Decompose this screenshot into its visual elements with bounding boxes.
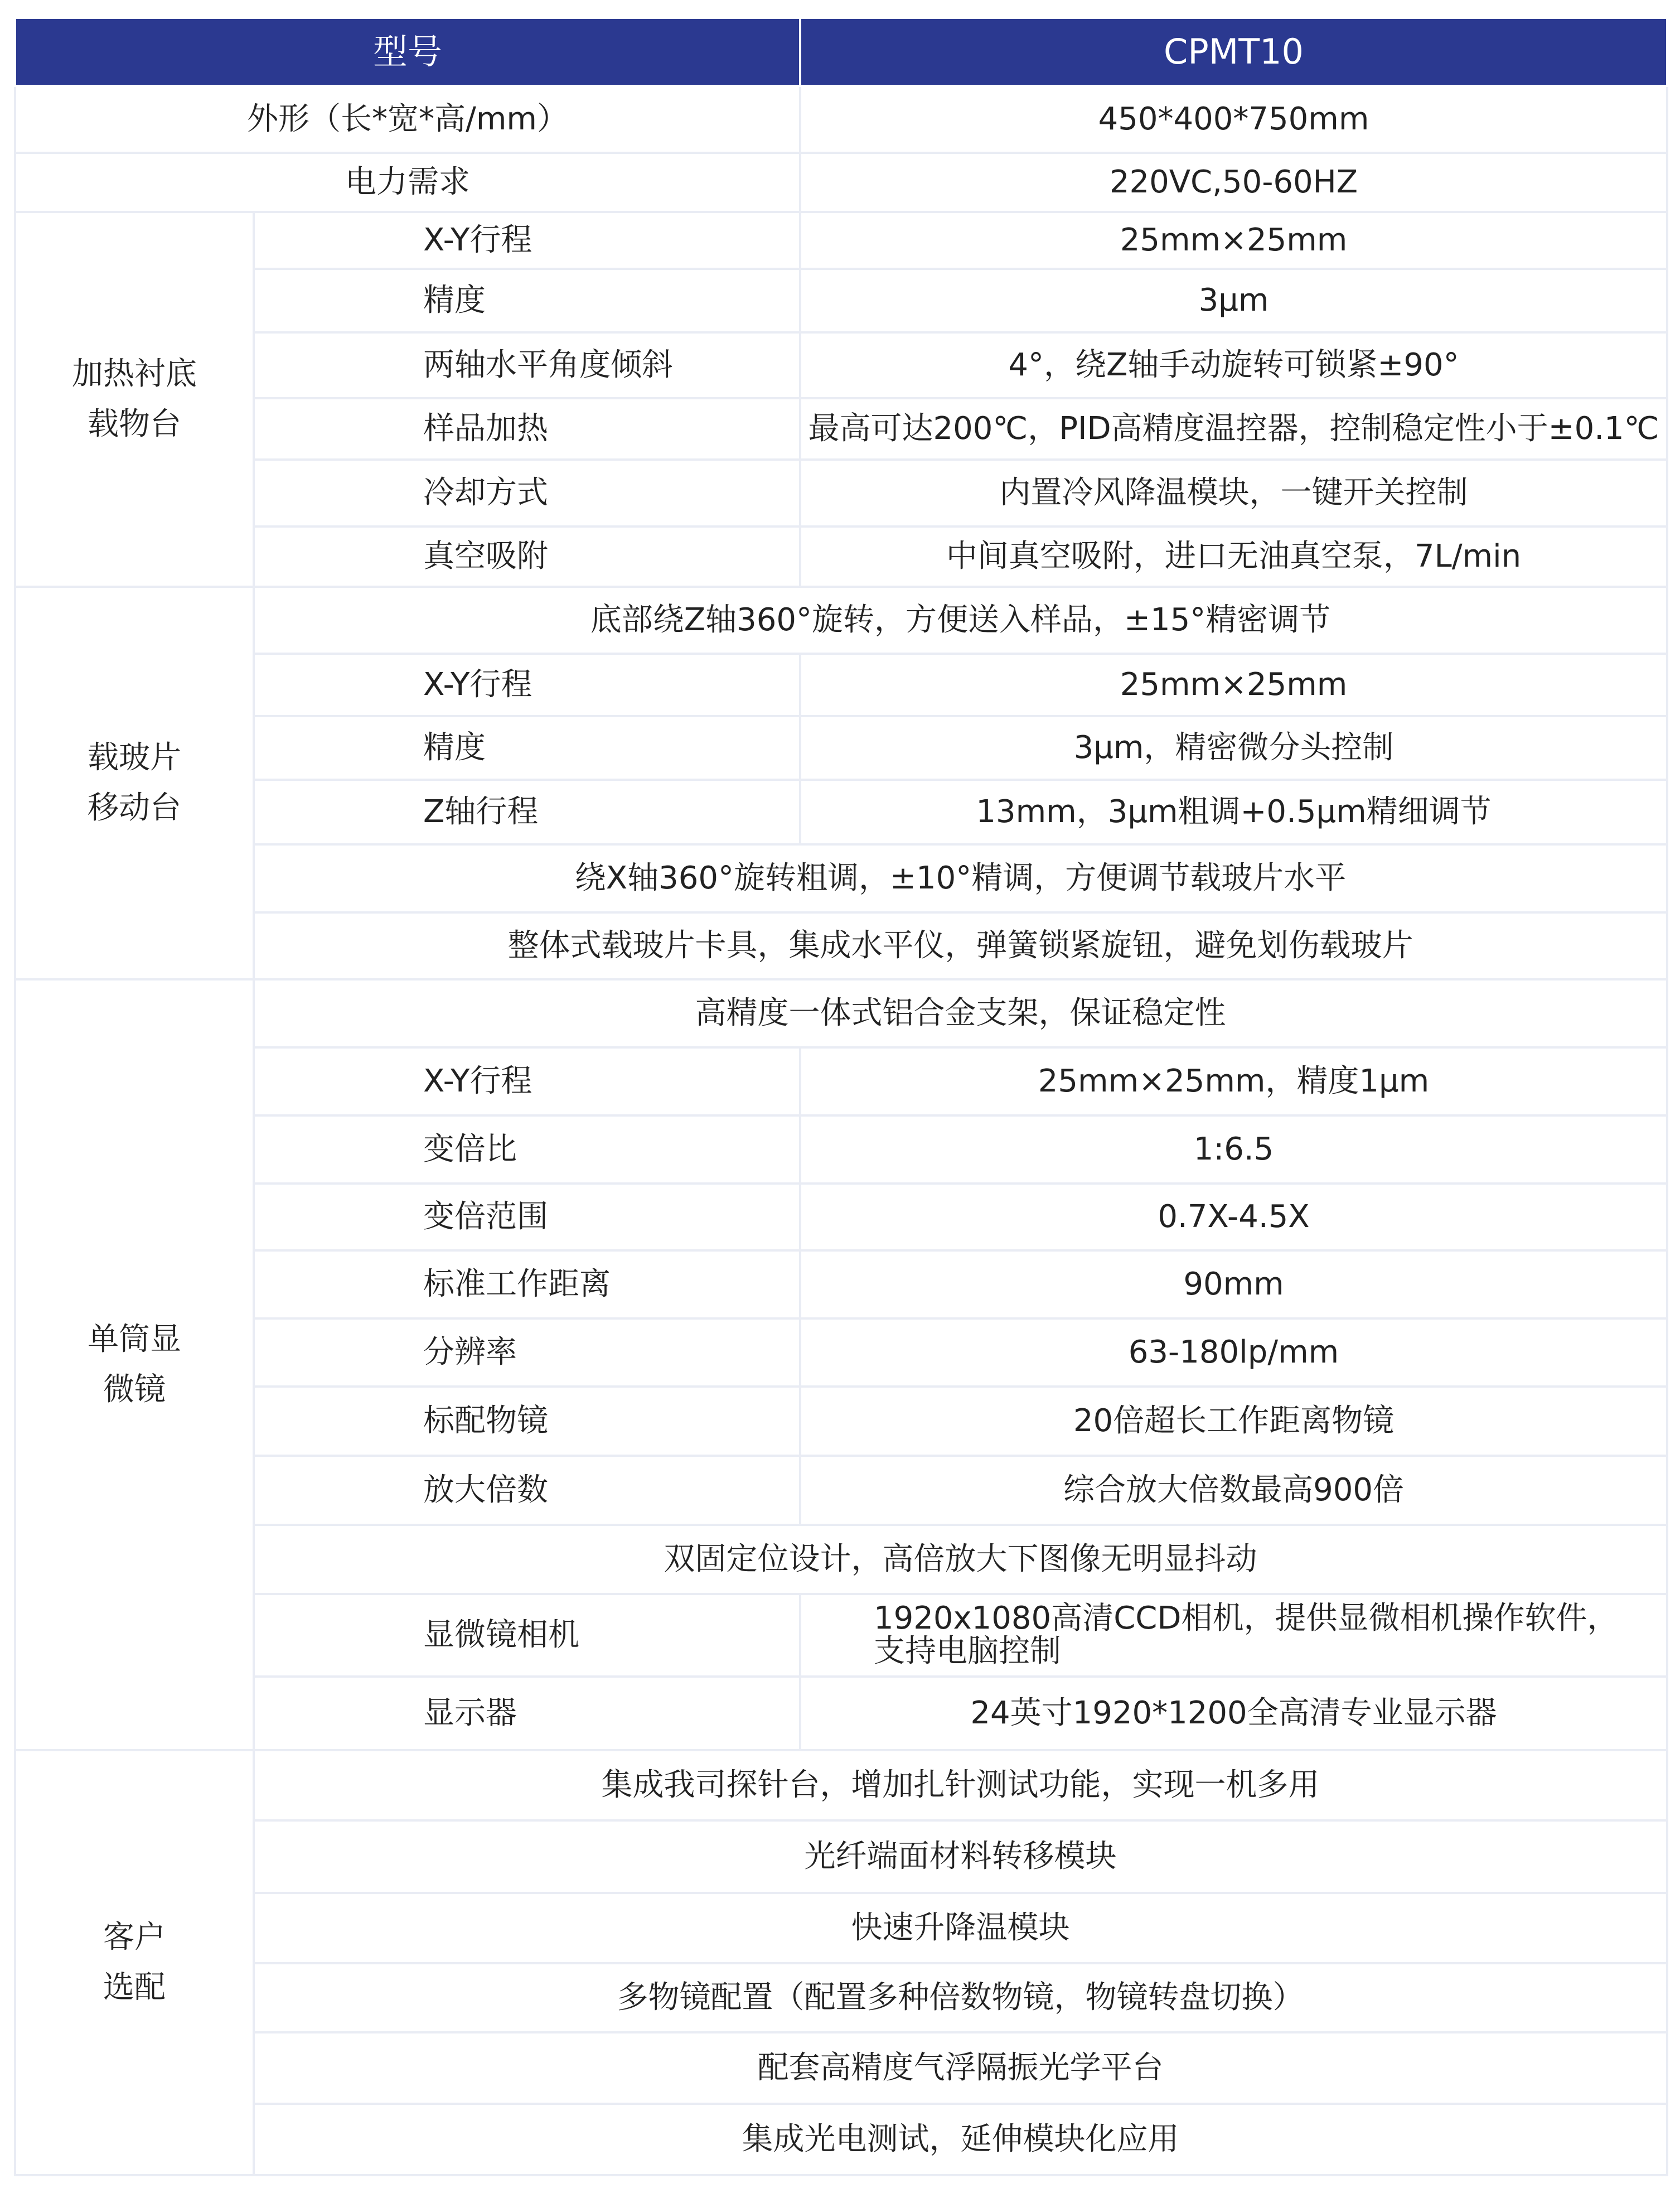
row-value: 25mm×25mm bbox=[800, 212, 1667, 269]
row-value: 综合放大倍数最高900倍 bbox=[800, 1456, 1667, 1525]
row-value: 63-180lp/mm bbox=[800, 1318, 1667, 1387]
table-row bbox=[15, 1963, 1667, 2032]
row-full: 底部绕Z轴360°旋转，方便送入样品，±15°精密调节 bbox=[254, 587, 1667, 654]
row-value: 450*400*750mm bbox=[800, 86, 1667, 153]
table-row bbox=[15, 269, 1667, 332]
table-row bbox=[15, 912, 1667, 979]
table-row bbox=[15, 2104, 1667, 2175]
option-item: 配套高精度气浮隔振光学平台 bbox=[254, 2032, 1667, 2104]
row-label: 真空吸附 bbox=[254, 526, 800, 587]
row-label: X-Y行程 bbox=[254, 1047, 800, 1115]
table-row bbox=[15, 212, 1667, 269]
table-row bbox=[15, 1318, 1667, 1387]
row-label: 精度 bbox=[254, 269, 800, 332]
row-value: 0.7X-4.5X bbox=[800, 1184, 1667, 1250]
table-row bbox=[15, 587, 1667, 654]
table-row bbox=[15, 153, 1667, 212]
option-item: 多物镜配置（配置多种倍数物镜，物镜转盘切换） bbox=[254, 1963, 1667, 2032]
value-line: 1920x1080高清CCD相机，提供显微相机操作软件， bbox=[874, 1600, 1619, 1637]
table-row bbox=[15, 1250, 1667, 1318]
row-label: 样品加热 bbox=[254, 398, 800, 460]
row-label: Z轴行程 bbox=[254, 780, 800, 844]
row-label: 标准工作距离 bbox=[254, 1250, 800, 1318]
row-value: 13mm，3μm粗调+0.5μm精细调节 bbox=[800, 780, 1667, 844]
group-line: 移动台 bbox=[88, 790, 181, 826]
table-row bbox=[15, 86, 1667, 153]
row-label: 变倍范围 bbox=[254, 1184, 800, 1250]
table-row bbox=[15, 1750, 1667, 1820]
row-value: 3μm bbox=[800, 269, 1667, 332]
row-full: 双固定位设计，高倍放大下图像无明显抖动 bbox=[254, 1525, 1667, 1594]
group-line: 加热衬底 bbox=[72, 356, 197, 393]
row-label: 显示器 bbox=[254, 1677, 800, 1750]
row-label: 精度 bbox=[254, 716, 800, 780]
row-label: X-Y行程 bbox=[254, 212, 800, 269]
row-label: 变倍比 bbox=[254, 1115, 800, 1184]
row-value: 中间真空吸附，进口无油真空泵，7L/min bbox=[800, 526, 1667, 587]
option-item: 集成光电测试，延伸模块化应用 bbox=[254, 2104, 1667, 2175]
table-row bbox=[15, 1820, 1667, 1893]
spec-table bbox=[14, 17, 1668, 2176]
table-row bbox=[15, 1115, 1667, 1184]
header-model-value: CPMT10 bbox=[800, 18, 1667, 86]
table-row bbox=[15, 1184, 1667, 1250]
table-row bbox=[15, 1677, 1667, 1750]
table-row bbox=[15, 1456, 1667, 1525]
table-row bbox=[15, 1594, 1667, 1677]
row-value: 90mm bbox=[800, 1250, 1667, 1318]
table-row bbox=[15, 332, 1667, 398]
row-label: 电力需求 bbox=[15, 153, 800, 212]
table-row bbox=[15, 1525, 1667, 1594]
row-value: 25mm×25mm，精度1μm bbox=[800, 1047, 1667, 1115]
table-row bbox=[15, 1047, 1667, 1115]
table-row bbox=[15, 526, 1667, 587]
group-options bbox=[15, 1750, 254, 2175]
group-microscope bbox=[15, 979, 254, 1750]
row-value: 最高可达200℃，PID高精度温控器，控制稳定性小于±0.1℃ bbox=[800, 398, 1667, 460]
row-label: 两轴水平角度倾斜 bbox=[254, 332, 800, 398]
row-full: 整体式载玻片卡具，集成水平仪，弹簧锁紧旋钮，避免划伤载玻片 bbox=[254, 912, 1667, 979]
row-value: 25mm×25mm bbox=[800, 654, 1667, 716]
table-row bbox=[15, 844, 1667, 912]
row-value: 1:6.5 bbox=[800, 1115, 1667, 1184]
table-row bbox=[15, 716, 1667, 780]
row-value: 24英寸1920*1200全高清专业显示器 bbox=[800, 1677, 1667, 1750]
row-full: 高精度一体式铝合金支架，保证稳定性 bbox=[254, 979, 1667, 1047]
row-value: 220VC,50-60HZ bbox=[800, 153, 1667, 212]
group-line: 载玻片 bbox=[88, 740, 181, 776]
value-line: 支持电脑控制 bbox=[874, 1633, 1062, 1669]
table-row bbox=[15, 979, 1667, 1047]
table-row bbox=[15, 1893, 1667, 1963]
table-row bbox=[15, 1387, 1667, 1456]
option-item: 集成我司探针台，增加扎针测试功能，实现一机多用 bbox=[254, 1750, 1667, 1820]
table-row bbox=[15, 2032, 1667, 2104]
row-value: 3μm，精密微分头控制 bbox=[800, 716, 1667, 780]
row-label: 外形（长*宽*高/mm） bbox=[15, 86, 800, 153]
table-row bbox=[15, 654, 1667, 716]
row-value: 内置冷风降温模块，一键开关控制 bbox=[800, 460, 1667, 526]
row-value: 4°，绕Z轴手动旋转可锁紧±90° bbox=[800, 332, 1667, 398]
group-line: 载物台 bbox=[88, 406, 181, 442]
table-row bbox=[15, 398, 1667, 460]
row-label: 标配物镜 bbox=[254, 1387, 800, 1456]
row-full: 绕X轴360°旋转粗调，±10°精调，方便调节载玻片水平 bbox=[254, 844, 1667, 912]
row-label: 显微镜相机 bbox=[254, 1594, 800, 1677]
table-row bbox=[15, 460, 1667, 526]
row-value-multiline bbox=[800, 1594, 1667, 1677]
header-row bbox=[15, 18, 1667, 86]
row-label: 放大倍数 bbox=[254, 1456, 800, 1525]
group-slide-stage bbox=[15, 587, 254, 979]
row-label: 分辨率 bbox=[254, 1318, 800, 1387]
row-value: 20倍超长工作距离物镜 bbox=[800, 1387, 1667, 1456]
option-item: 快速升降温模块 bbox=[254, 1893, 1667, 1963]
group-line: 单筒显 bbox=[88, 1321, 181, 1358]
option-item: 光纤端面材料转移模块 bbox=[254, 1820, 1667, 1893]
table-row bbox=[15, 780, 1667, 844]
group-heating-stage bbox=[15, 212, 254, 587]
header-model-label: 型号 bbox=[15, 18, 800, 86]
group-line: 微镜 bbox=[103, 1371, 166, 1408]
row-label: X-Y行程 bbox=[254, 654, 800, 716]
row-label: 冷却方式 bbox=[254, 460, 800, 526]
group-line: 客户 bbox=[103, 1919, 166, 1956]
spec-table-container bbox=[14, 17, 1666, 2181]
group-line: 选配 bbox=[103, 1969, 166, 2006]
